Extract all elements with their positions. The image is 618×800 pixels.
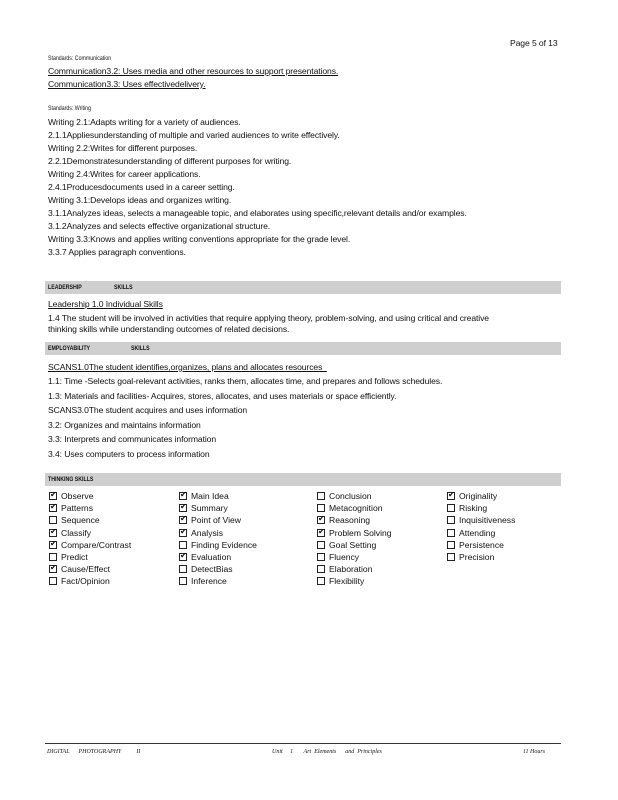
skill-fact-opinion (49, 575, 110, 587)
skill-label: Evaluation (191, 552, 232, 562)
skill-inference-checkbox[interactable] (179, 577, 187, 585)
skill-fact-opinion-checkbox[interactable] (49, 577, 57, 585)
skill-detectbias-checkbox[interactable] (179, 565, 187, 573)
writing-line: Writing 3.1:Develops ideas and organizes writing. (48, 195, 232, 205)
leadership-line-1: 1.4 The student will be involved in activities that require applying theory, problem-solving, and using critical and creative (48, 313, 489, 323)
footer-unit: Unit 1 Art Elements and Principles (272, 749, 382, 755)
skill-analysis (179, 527, 223, 539)
skill-label: Predict (61, 552, 88, 562)
skill-sequence-checkbox[interactable] (49, 516, 57, 524)
skill-point-of-view (179, 514, 241, 526)
footer-hours: 11 Hours (523, 749, 546, 755)
skill-label: Cause/Effect (61, 564, 111, 575)
skill-sequence (49, 514, 100, 526)
skill-label: Risking (459, 503, 488, 514)
employability-bar (45, 342, 561, 355)
skill-persistence (447, 539, 504, 551)
skill-predict (49, 551, 88, 563)
skill-label: DetectBias (191, 564, 233, 575)
skill-metacognition-checkbox[interactable] (317, 504, 325, 512)
skill-label: Reasoning (329, 515, 371, 526)
skill-detectbias (179, 563, 233, 575)
writing-line: 2.1.1Appliesunderstanding of multiple and varied audiences to write effectively. (48, 130, 340, 140)
skill-patterns (49, 502, 93, 514)
writing-line: Writing 2.1:Adapts writing for a variety of audiences. (48, 117, 241, 127)
skill-conclusion (317, 490, 372, 502)
skill-label: Finding Evidence (191, 539, 257, 550)
communication-line-1: Communication3.2: Uses media and other resources to support presentations. (48, 66, 339, 76)
skill-label: Sequence (61, 515, 100, 526)
skill-observe (49, 490, 93, 502)
leadership-bar-skills: SKILLS (114, 284, 133, 291)
skill-inference (179, 575, 227, 587)
skill-precision (447, 551, 494, 563)
skill-goal-setting-checkbox[interactable] (317, 541, 325, 549)
skill-label: Point of View (191, 515, 242, 526)
skill-label: Problem Solving (329, 527, 392, 538)
writing-line: 3.3.7 Applies paragraph conventions. (48, 247, 186, 257)
employability-line: 3.2: Organizes and maintains information (48, 420, 201, 430)
skill-summary (179, 502, 228, 514)
employability-line: 3.4: Uses computers to process information (48, 449, 210, 459)
skill-label: Originality (459, 491, 498, 501)
skill-predict-checkbox[interactable] (49, 553, 57, 561)
skill-evaluation (179, 551, 231, 563)
skill-metacognition (317, 502, 383, 514)
communication-heading: Standards: Communication (48, 55, 112, 62)
skill-finding-evidence (179, 539, 257, 551)
skill-label: Patterns (61, 503, 94, 514)
page-number: Page 5 of 13 (510, 38, 558, 48)
skill-inquisitiveness (447, 514, 515, 526)
skill-finding-evidence-checkbox[interactable] (179, 541, 187, 549)
footer-rule (45, 743, 561, 744)
skill-reasoning (317, 514, 370, 526)
skill-label: Fact/Opinion (61, 576, 110, 587)
skill-label: Flexibility (329, 576, 365, 587)
skill-label: Compare/Contrast (61, 539, 132, 550)
thinking-skills-bar-label: THINKING SKILLS (48, 476, 94, 483)
skill-problem-solving (317, 527, 392, 539)
skill-label: Precision (459, 552, 495, 562)
skill-compare-contrast (49, 539, 131, 551)
skill-label: Observe (61, 491, 94, 501)
skill-problem-solving-checkbox[interactable] (317, 529, 325, 537)
communication-line-2: Communication3.3: Uses effectivedelivery. (48, 79, 206, 89)
skill-flexibility (317, 575, 364, 587)
employability-line: 1.1: Time -Selects goal-relevant activities, ranks them, allocates time, and prepares and follows schedules. (48, 376, 443, 386)
skill-reasoning-checkbox[interactable] (317, 516, 325, 524)
employability-bar-skills: SKILLS (131, 345, 150, 352)
skill-label: Analysis (191, 527, 223, 538)
skill-originality-checkbox[interactable] (447, 492, 455, 500)
writing-line: 3.1.2Analyzes and selects effective organizational structure. (48, 221, 271, 231)
writing-line: 2.4.1Producesdocuments used in a career setting. (48, 182, 235, 192)
leadership-line-2: thinking skills while understanding outcomes of related decisions. (48, 324, 290, 334)
skill-classify-checkbox[interactable] (49, 529, 57, 537)
leadership-title: Leadership 1.0 Individual Skills (48, 299, 163, 309)
skill-originality (447, 490, 497, 502)
skill-label: Summary (191, 503, 228, 514)
footer-course: DIGITAL PHOTOGRAPHY II (47, 749, 141, 755)
skill-label: Main Idea (191, 491, 229, 501)
skill-point-of-view-checkbox[interactable] (179, 516, 187, 524)
skill-label: Elaboration (329, 564, 373, 575)
skill-label: Metacognition (329, 503, 383, 514)
skill-cause-effect-checkbox[interactable] (49, 565, 57, 573)
skill-classify (49, 527, 91, 539)
employability-line: SCANS3.0The student acquires and uses information (48, 405, 248, 415)
employability-line: 1.3: Materials and facilities- Acquires, stores, allocates, and uses materials or space efficiently. (48, 391, 397, 401)
skill-attending (447, 527, 495, 539)
skill-compare-contrast-checkbox[interactable] (49, 541, 57, 549)
employability-line: 3.3: Interprets and communicates information (48, 434, 217, 444)
skill-label: Classify (61, 527, 92, 538)
skill-label: Fluency (329, 552, 360, 562)
skill-conclusion-checkbox[interactable] (317, 492, 325, 500)
skill-evaluation-checkbox[interactable] (179, 553, 187, 561)
skill-risking (447, 502, 487, 514)
leadership-bar (45, 281, 561, 294)
writing-line: Writing 2.4:Writes for career applications. (48, 169, 201, 179)
skill-inquisitiveness-checkbox[interactable] (447, 516, 455, 524)
skill-main-idea (179, 490, 229, 502)
skill-elaboration (317, 563, 372, 575)
skill-flexibility-checkbox[interactable] (317, 577, 325, 585)
skill-precision-checkbox[interactable] (447, 553, 455, 561)
skill-elaboration-checkbox[interactable] (317, 565, 325, 573)
skill-attending-checkbox[interactable] (447, 529, 455, 537)
skill-observe-checkbox[interactable] (49, 492, 57, 500)
writing-line: 3.1.1Analyzes ideas, selects a manageable topic, and elaborates using specific,relevant details and/or examples. (48, 208, 467, 218)
skill-analysis-checkbox[interactable] (179, 529, 187, 537)
skill-main-idea-checkbox[interactable] (179, 492, 187, 500)
skill-cause-effect (49, 563, 110, 575)
thinking-skills-bar (45, 473, 561, 486)
skill-fluency-checkbox[interactable] (317, 553, 325, 561)
writing-line: Writing 2.2:Writes for different purposes. (48, 143, 198, 153)
skill-label: Attending (459, 527, 496, 538)
writing-line: 2.2.1Demonstratesunderstanding of different purposes for writing. (48, 156, 292, 166)
skill-goal-setting (317, 539, 376, 551)
skill-risking-checkbox[interactable] (447, 504, 455, 512)
writing-line: Writing 3.3:Knows and applies writing conventions appropriate for the grade level. (48, 234, 351, 244)
skill-label: Conclusion (329, 491, 372, 501)
employability-title: SCANS1.0The student identifies,organizes, plans and allocates resources (48, 362, 327, 372)
skill-label: Goal Setting (329, 539, 377, 550)
skill-label: Persistence (459, 539, 504, 550)
skill-fluency (317, 551, 359, 563)
skill-patterns-checkbox[interactable] (49, 504, 57, 512)
skill-label: Inquisitiveness (459, 515, 516, 526)
writing-heading: Standards: Writing (48, 105, 92, 112)
skill-summary-checkbox[interactable] (179, 504, 187, 512)
skill-label: Inference (191, 576, 227, 587)
leadership-bar-label: LEADERSHIP (48, 284, 82, 291)
employability-bar-label: EMPLOYABILITY (48, 345, 91, 352)
skill-persistence-checkbox[interactable] (447, 541, 455, 549)
